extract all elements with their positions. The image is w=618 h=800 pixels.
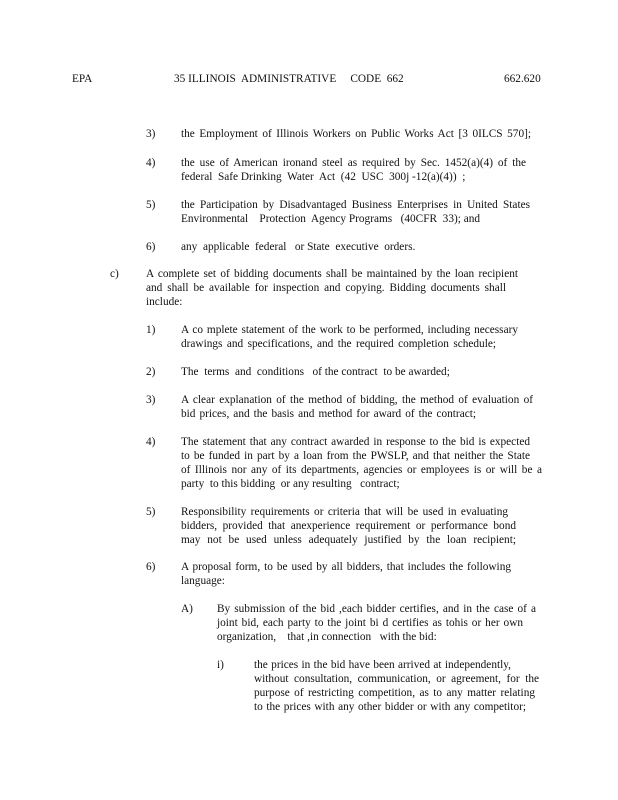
list-c-item-2-label: 2): [146, 366, 156, 378]
header-title: 35 ILLINOIS ADMINISTRATIVE CODE 662: [174, 73, 404, 85]
list-c-item-5-label: 5): [146, 506, 156, 518]
section-c-label: c): [110, 268, 119, 280]
subitem-A-label: A): [181, 603, 193, 615]
text-line: may not be used unless adequately justified by the loan recipient;: [181, 534, 516, 546]
text-line: A clear explanation of the method of bidding, the method of evaluation of: [181, 394, 533, 406]
text-line: organization, that ,in connection with the bid:: [217, 631, 437, 643]
text-line: to be funded in part by a loan from the PWSLP, and that neither the State: [181, 450, 530, 462]
list-b-item-3-text: [181, 127, 531, 141]
text-line: and shall be available for inspection and copying. Bidding documents shall: [146, 282, 506, 294]
list-c-item-4-label: 4): [146, 436, 156, 448]
text-line: the Participation by Disadvantaged Business Enterprises in United States: [181, 199, 530, 211]
list-c-item-6-text: [181, 560, 511, 588]
list-c-item-3-text: [181, 393, 533, 421]
text-line: the use of American ironand steel as required by Sec. 1452(a)(4) of the: [181, 157, 526, 169]
list-b-item-5-text: [181, 198, 530, 226]
list-c-item-6-label: 6): [146, 561, 156, 573]
list-c-item-5-text: [181, 505, 516, 547]
list-c-item-2-text: [181, 365, 451, 379]
list-c-item-1-label: 1): [146, 324, 156, 336]
list-c-item-1-text: [181, 323, 518, 351]
text-line: A complete set of bidding documents shall be maintained by the loan recipient: [146, 268, 518, 280]
text-line: party to this bidding or any resulting contract;: [181, 478, 400, 490]
text-line: federal Safe Drinking Water Act (42 USC 300j -12(a)(4)) ;: [181, 171, 466, 183]
text-line: language:: [181, 575, 225, 587]
text-line: A co mplete statement of the work to be performed, including necessary: [181, 324, 518, 336]
text-line: Responsibility requirements or criteria that will be used in evaluating: [181, 506, 508, 518]
text-line: the prices in the bid have been arrived at independently,: [254, 659, 511, 671]
subitem-A-text: [217, 602, 536, 644]
text-line: to the prices with any other bidder or with any competitor;: [254, 701, 526, 713]
text-line: The terms and conditions of the contract to be awarded;: [181, 366, 450, 378]
text-line: any applicable federal or State executive orders.: [181, 241, 416, 253]
header-agency: EPA: [72, 73, 93, 85]
list-b-item-5-label: 5): [146, 199, 156, 211]
text-line: drawings and specifications, and the required completion schedule;: [181, 338, 496, 350]
text-line: of Illinois nor any of its departments, agencies or employees is or will be a: [181, 464, 542, 476]
text-line: bid prices, and the basis and method for award of the contract;: [181, 408, 476, 420]
text-line: Environmental Protection Agency Programs (40CFR 33); and: [181, 213, 481, 225]
text-line: The statement that any contract awarded in response to the bid is expected: [181, 436, 530, 448]
text-line: purpose of restricting competition, as to any matter relating: [254, 687, 535, 699]
list-b-item-3-label: 3): [146, 128, 156, 140]
list-b-item-4-label: 4): [146, 157, 156, 169]
section-c-text: [146, 267, 518, 309]
text-line: without consultation, communication, or agreement, for the: [254, 673, 539, 685]
list-b-item-6-text: [181, 240, 421, 254]
subitem-i-text: [254, 658, 539, 714]
text-line: include:: [146, 296, 183, 308]
text-line: joint bid, each party to the joint bi d certifies as tohis or her own: [217, 617, 523, 629]
list-c-item-3-label: 3): [146, 394, 156, 406]
text-line: A proposal form, to be used by all bidders, that includes the following: [181, 561, 511, 573]
text-line: By submission of the bid ,each bidder certifies, and in the case of a: [217, 603, 536, 615]
subitem-i-label: i): [217, 659, 224, 671]
text-line: the Employment of Illinois Workers on Public Works Act [3 0ILCS 570];: [181, 128, 531, 140]
list-b-item-6-label: 6): [146, 241, 156, 253]
header-section-number: 662.620: [504, 73, 541, 85]
text-line: bidders, provided that anexperience requirement or performance bond: [181, 520, 516, 532]
list-c-item-4-text: [181, 435, 542, 491]
list-b-item-4-text: [181, 156, 526, 184]
